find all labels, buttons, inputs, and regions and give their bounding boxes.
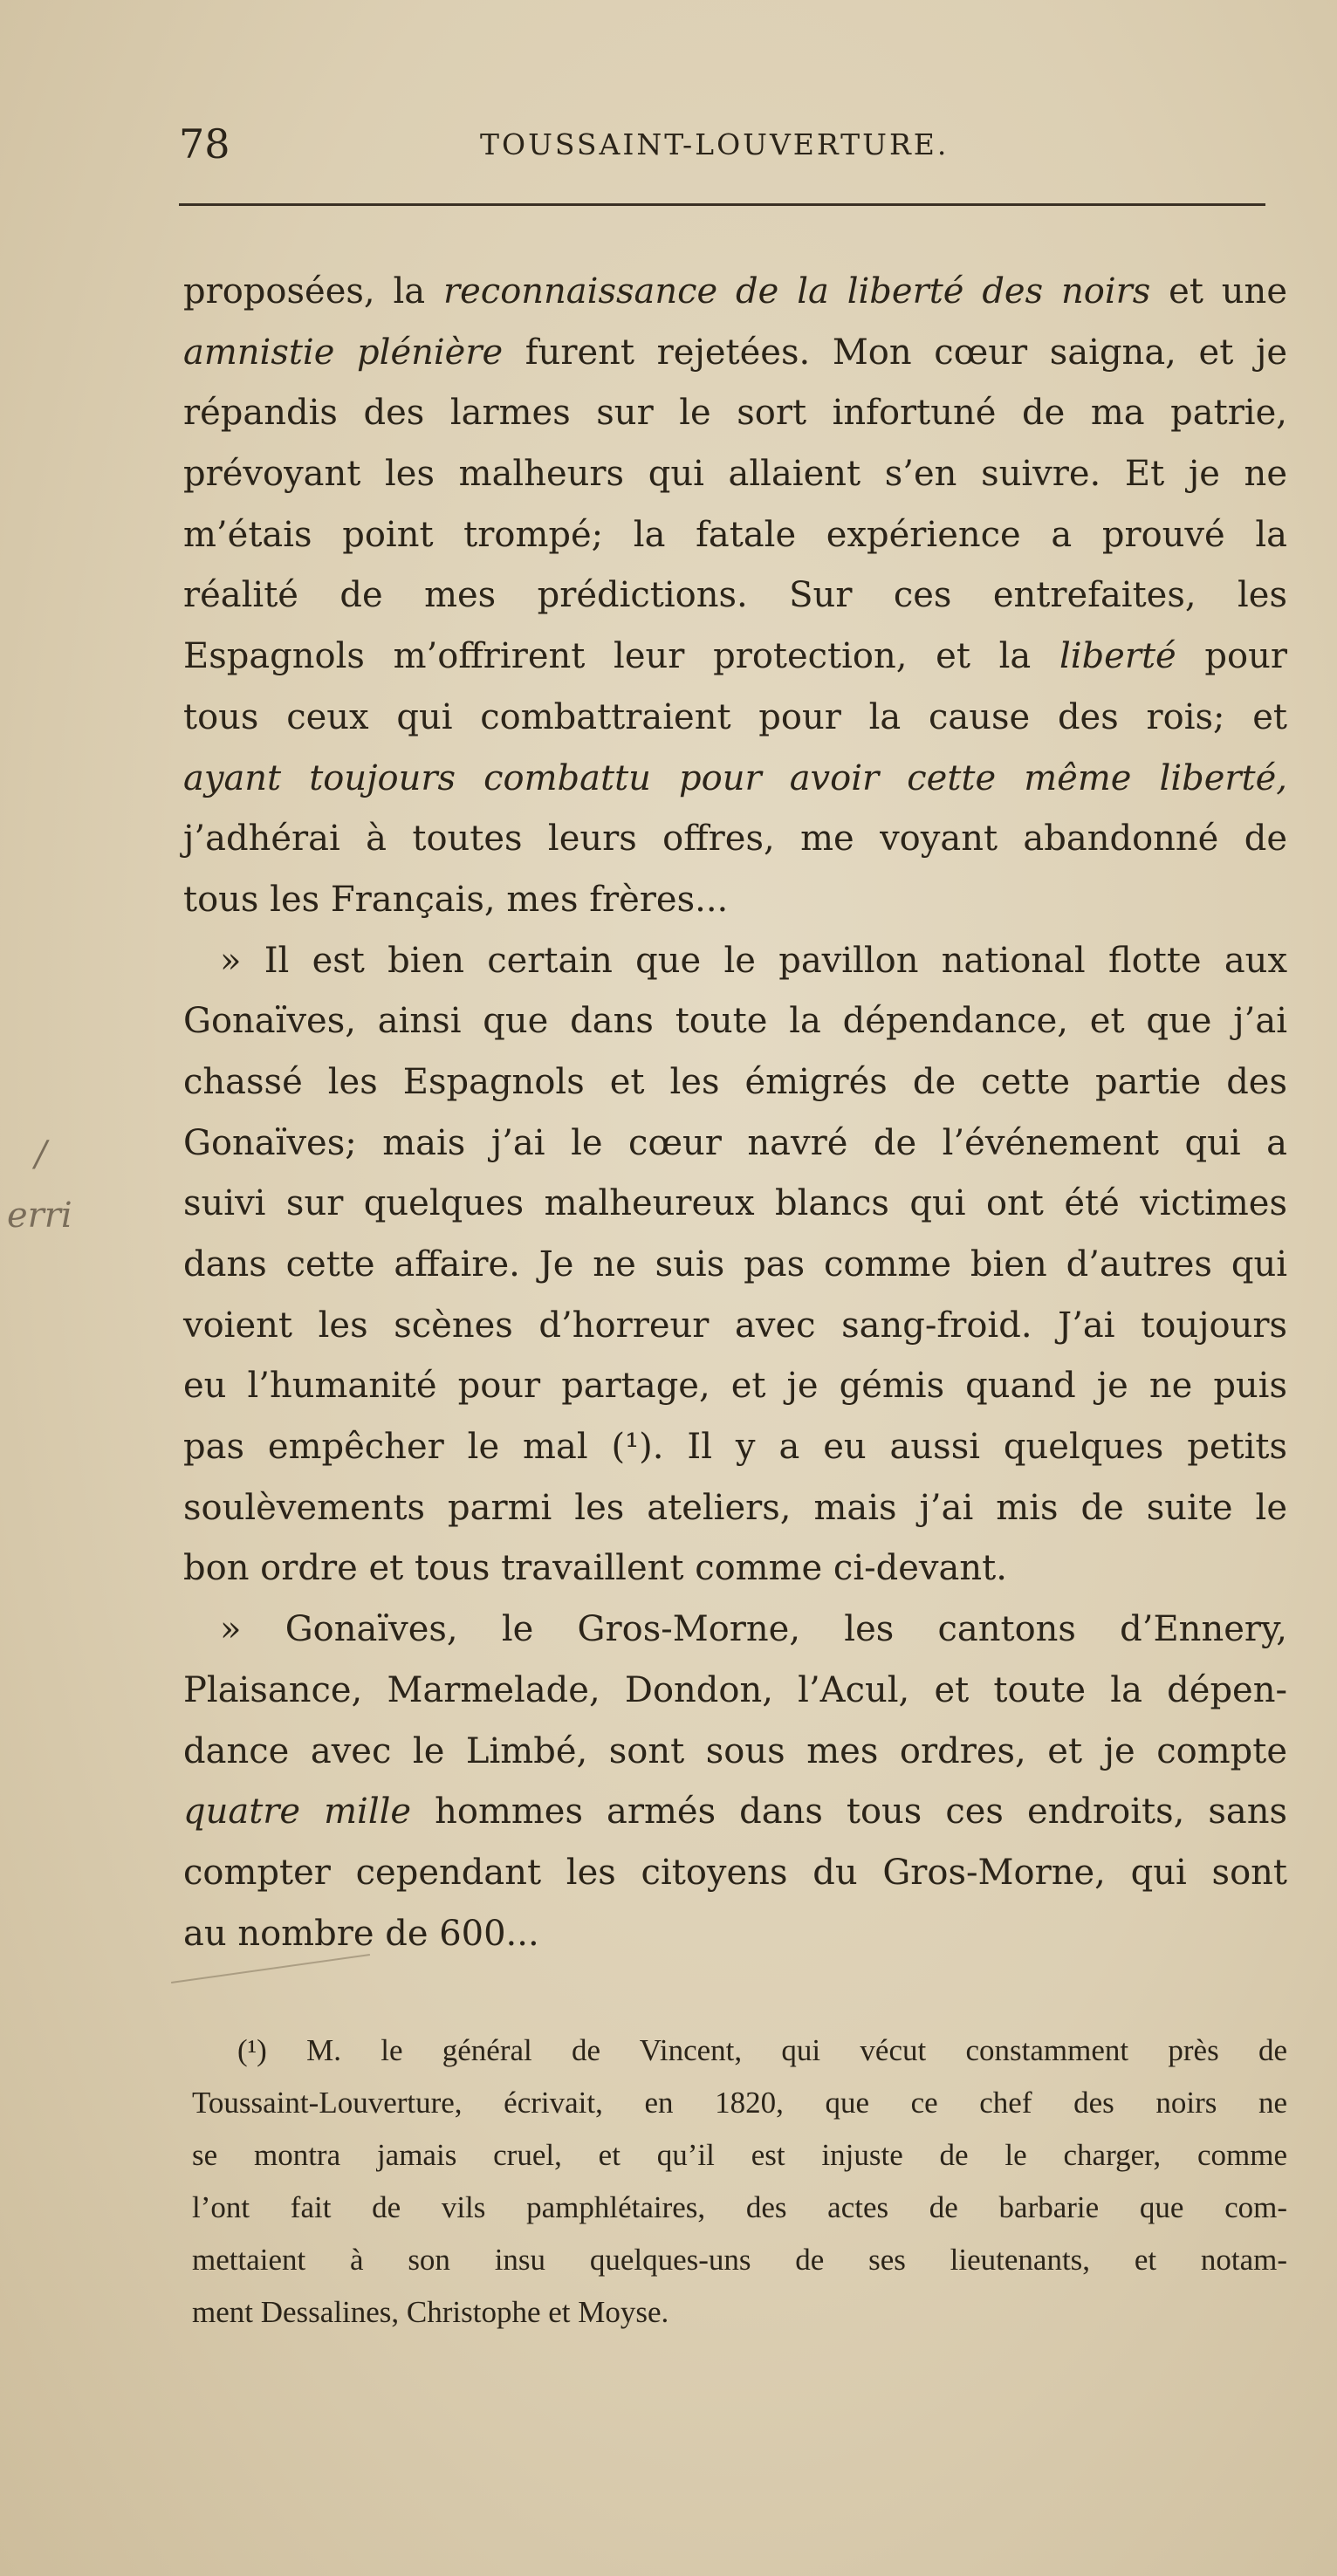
text-run: hommes armés dans tous ces endroits, sans	[411, 1792, 1287, 1833]
text-line	[183, 749, 1287, 810]
body-text	[183, 262, 1287, 1964]
page-header	[179, 120, 1270, 173]
text-line	[183, 1904, 1287, 1965]
text-run: compter cependant les citoyens du Gros-Morne, qui sont	[183, 1852, 1287, 1893]
text-run: répandis des larmes sur le sort infortuné de ma patrie,	[183, 393, 1287, 434]
text-run: amnistie plénière	[183, 332, 504, 373]
text-line	[183, 1356, 1287, 1417]
text-run: et une	[1150, 271, 1287, 312]
text-run: soulèvements parmi les ateliers, mais j’ai mis de suite le	[183, 1487, 1287, 1528]
text-run: Gonaïves; mais j’ai le cœur navré de l’événement qui a	[183, 1122, 1287, 1163]
text-run: » Gonaïves, le Gros-Morne, les cantons d’Ennery,	[220, 1609, 1287, 1650]
text-run: furent rejetées. Mon cœur saigna, et je	[503, 332, 1288, 373]
text-run: liberté	[1059, 636, 1176, 677]
text-line	[183, 1782, 1287, 1843]
margin-note: erri	[7, 1196, 72, 1236]
text-run: ayant toujours combattu pour avoir cette même liberté,	[183, 757, 1287, 798]
footnote-line: l’ont fait de vils pamphlétaires, des actes de barbarie que com-	[192, 2190, 1287, 2224]
text-line	[183, 1296, 1287, 1357]
text-run: dance avec le Limbé, sont sous mes ordres, et je compte	[183, 1730, 1287, 1771]
text-run: Plaisance, Marmelade, Dondon, l’Acul, et toute la dépen-	[183, 1669, 1287, 1710]
text-line	[183, 870, 1287, 931]
footnote-line: ment Dessalines, Christophe et Moyse.	[192, 2295, 669, 2329]
text-run: pour	[1176, 636, 1287, 677]
text-run: m’étais point trompé; la fatale expérience a prouvé la	[183, 514, 1287, 555]
text-run: pas empêcher le mal (¹). Il y a eu aussi quelques petits	[183, 1427, 1287, 1468]
text-line	[183, 1661, 1287, 1722]
text-run: tous ceux qui combattraient pour la cause des rois; et	[183, 696, 1287, 737]
footnote-line: Toussaint-Louverture, écrivait, en 1820, que ce chef des noirs ne	[192, 2086, 1287, 2120]
text-line	[183, 1417, 1287, 1478]
text-line	[183, 627, 1287, 688]
text-line	[183, 323, 1287, 384]
text-line	[183, 688, 1287, 749]
text-line	[183, 1235, 1287, 1296]
text-line	[183, 1478, 1287, 1539]
text-run: suivi sur quelques malheureux blancs qui ont été victimes	[183, 1183, 1287, 1224]
text-run: voient les scènes d’horreur avec sang-froid. J’ai toujours	[183, 1305, 1287, 1346]
text-line	[183, 565, 1287, 627]
header-rule	[179, 203, 1265, 206]
footnote-line: (¹) M. le général de Vincent, qui vécut constamment près de	[237, 2033, 1287, 2067]
text-run: au nombre de 600...	[183, 1913, 539, 1954]
text-line	[183, 1600, 1287, 1661]
text-run: j’adhérai à toutes leurs offres, me voyant abandonné de	[183, 819, 1287, 860]
text-run: Espagnols m’offrirent leur protection, et la	[183, 636, 1059, 677]
text-run: reconnaissance de la liberté des noirs	[443, 271, 1151, 312]
text-line	[183, 991, 1287, 1052]
page-number: 78	[179, 120, 230, 168]
text-run: prévoyant les malheurs qui allaient s’en suivre. Et je ne	[183, 454, 1287, 495]
text-line	[183, 809, 1287, 870]
text-run: quatre mille	[183, 1792, 412, 1833]
running-title: TOUSSAINT-LOUVERTURE.	[480, 127, 950, 161]
margin-note: /	[35, 1134, 47, 1175]
text-line	[183, 262, 1287, 323]
text-line	[183, 1052, 1287, 1113]
text-run: réalité de mes prédictions. Sur ces entrefaites, les	[183, 575, 1287, 616]
text-run: chassé les Espagnols et les émigrés de cette partie des	[183, 1061, 1287, 1102]
text-line	[183, 1113, 1287, 1175]
text-line	[183, 1538, 1287, 1600]
footnote-line: se montra jamais cruel, et qu’il est injuste de le charger, comme	[192, 2138, 1287, 2172]
text-line	[183, 1722, 1287, 1783]
text-line	[183, 1843, 1287, 1904]
text-line	[183, 505, 1287, 566]
footnotes	[192, 2024, 1287, 2339]
text-run: proposées, la	[183, 271, 443, 312]
text-run: » Il est bien certain que le pavillon national flotte aux	[220, 940, 1287, 981]
text-line	[183, 444, 1287, 505]
text-run: Gonaïves, ainsi que dans toute la dépendance, et que j’ai	[183, 1001, 1287, 1042]
text-run: dans cette affaire. Je ne suis pas comme bien d’autres qui	[183, 1244, 1287, 1285]
text-line	[183, 1174, 1287, 1235]
text-run: bon ordre et tous travaillent comme ci-devant.	[183, 1548, 1007, 1589]
text-run: eu l’humanité pour partage, et je gémis quand je ne puis	[183, 1366, 1287, 1407]
text-run: tous les Français, mes frères...	[183, 879, 729, 920]
footnote-line: mettaient à son insu quelques-uns de ses lieutenants, et notam-	[192, 2243, 1287, 2277]
text-line	[183, 931, 1287, 992]
text-line	[183, 383, 1287, 444]
